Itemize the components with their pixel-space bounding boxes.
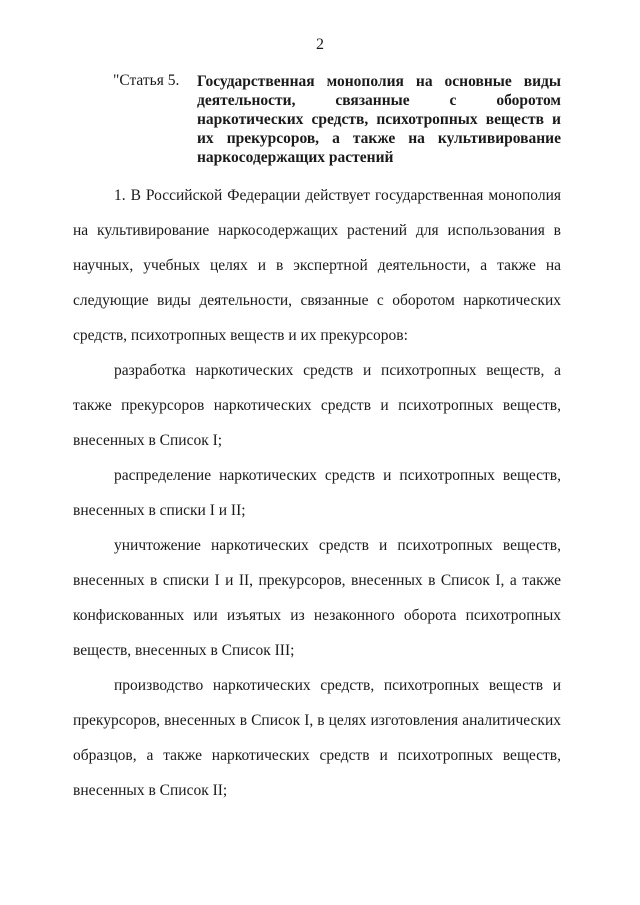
paragraph-3: распределение наркотических средств и психотропных веществ, внесенных в списки I и II; bbox=[73, 467, 561, 519]
page-number: 2 bbox=[316, 36, 324, 53]
paragraph-2: разработка наркотических средств и психотропных веществ, а также прекурсоров наркотических средств и психотропных веществ, внесенных в Список I; bbox=[73, 362, 561, 449]
article-body bbox=[73, 178, 561, 808]
paragraph-1: 1. В Российской Федерации действует государственная монополия на культивирование наркосодержащих растений для использования в научных, учебных целях и в экспертной деятельности, а также на следующие виды деятельности, связанные с оборотом наркотических средств, психотропных веществ и их прекурсоров: bbox=[73, 187, 561, 344]
paragraph-5: производство наркотических средств, психотропных веществ и прекурсоров, внесенных в Список I, в целях изготовления аналитических образцов, а также наркотических средств и психотропных веществ, внесенных в Список II; bbox=[73, 677, 561, 799]
paragraph-4: уничтожение наркотических средств и психотропных веществ, внесенных в списки I и II, прекурсоров, внесенных в Список I, а также конфискованных или изъятых из незаконного оборота психотропных веществ, внесенных в Список III; bbox=[73, 537, 561, 659]
article-label: "Статья 5. bbox=[113, 72, 180, 89]
article-title: Государственная монополия на основные виды деятельности, связанные с оборотом наркотических средств, психотропных веществ и их прекурсоров, а также на культивирование наркосодержащих растений bbox=[197, 73, 561, 166]
